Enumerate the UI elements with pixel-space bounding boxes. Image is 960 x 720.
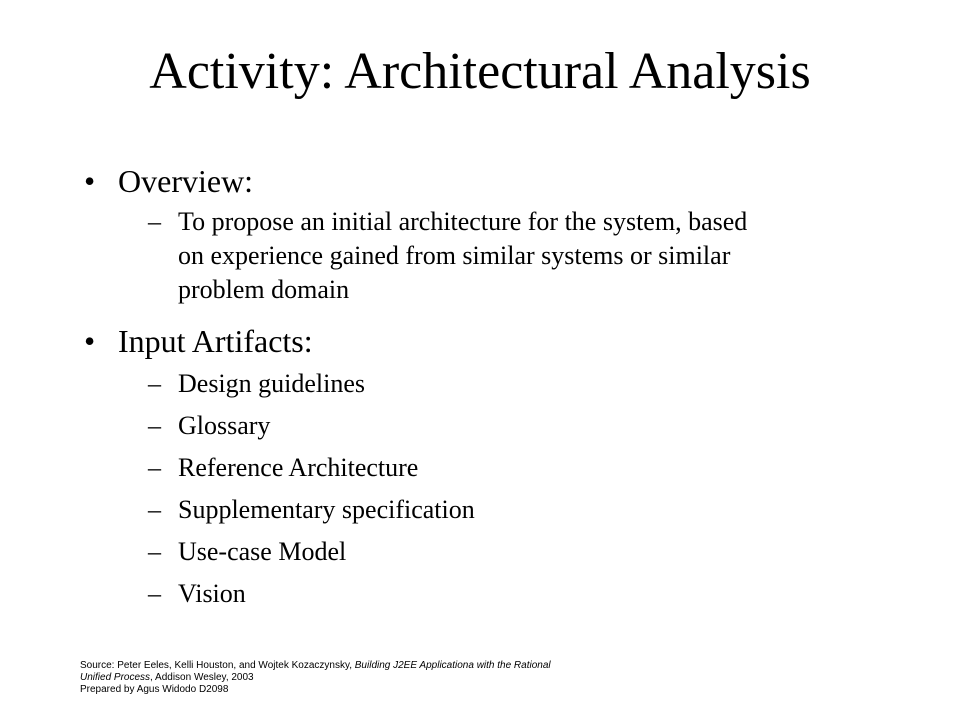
bullet-dot: • bbox=[84, 163, 96, 199]
bullet-input-artifacts bbox=[84, 322, 313, 360]
inputs-heading: Input Artifacts: bbox=[118, 323, 313, 359]
source-footnote bbox=[80, 660, 551, 696]
source-line3: Prepared by Agus Widodo D2098 bbox=[80, 684, 229, 695]
dash: – bbox=[148, 369, 161, 398]
source-line2 bbox=[80, 672, 551, 684]
input-item bbox=[148, 452, 418, 484]
overview-text-line3: problem domain bbox=[178, 275, 350, 304]
dash: – bbox=[148, 537, 161, 566]
bullet-dot: • bbox=[84, 323, 96, 359]
bullet-overview bbox=[84, 162, 253, 200]
dash: – bbox=[148, 579, 161, 608]
overview-dash: – bbox=[148, 207, 161, 236]
source-line2-book-title: Unified Process bbox=[80, 672, 151, 683]
overview-text-line2: on experience gained from similar systems or similar bbox=[178, 241, 731, 270]
source-line1-prefix: Source: Peter Eeles, Kelli Houston, and Wojtek Kozaczynsky, bbox=[80, 660, 355, 671]
slide-title: Activity: Architectural Analysis bbox=[149, 43, 811, 100]
input-item-label: Use-case Model bbox=[178, 537, 347, 566]
input-item-label: Design guidelines bbox=[178, 369, 366, 398]
input-item bbox=[148, 494, 475, 526]
input-item bbox=[148, 410, 270, 442]
input-item-label: Glossary bbox=[178, 411, 271, 440]
overview-heading: Overview: bbox=[118, 163, 254, 199]
source-line1-book-title: Building J2EE Applicationa with the Rational bbox=[354, 660, 551, 671]
input-item-label: Supplementary specification bbox=[178, 495, 475, 524]
input-item bbox=[148, 578, 246, 610]
source-line1 bbox=[80, 660, 551, 672]
overview-text-line1: To propose an initial architecture for the system, based bbox=[178, 207, 748, 236]
input-item-label: Vision bbox=[178, 579, 246, 608]
input-item-label: Reference Architecture bbox=[178, 453, 419, 482]
dash: – bbox=[148, 453, 161, 482]
input-item bbox=[148, 536, 346, 568]
dash: – bbox=[148, 411, 161, 440]
source-line2-publisher: , Addison Wesley, 2003 bbox=[150, 672, 254, 683]
input-item bbox=[148, 368, 365, 400]
dash: – bbox=[148, 495, 161, 524]
